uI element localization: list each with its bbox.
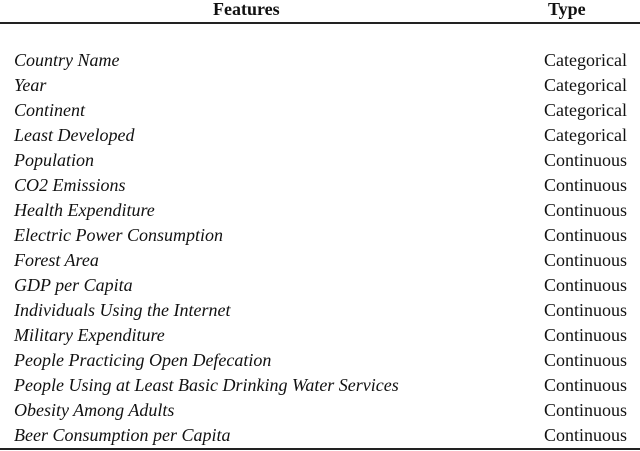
column-header-type: Type [548, 0, 586, 19]
column-header-features: Features [213, 0, 280, 19]
table-header-row [0, 0, 640, 22]
type-cell: Continuous [543, 250, 627, 270]
type-cell: Continuous [543, 325, 627, 345]
feature-cell: GDP per Capita [14, 275, 133, 295]
feature-cell: Electric Power Consumption [14, 225, 223, 245]
feature-cell: Country Name [14, 50, 120, 70]
table-row [0, 323, 640, 348]
type-cell: Continuous [543, 300, 627, 320]
type-cell: Continuous [543, 175, 627, 195]
table-row [0, 223, 640, 248]
feature-cell: Health Expenditure [14, 200, 155, 220]
table-row [0, 123, 640, 148]
table-row [0, 73, 640, 98]
table-row [0, 198, 640, 223]
feature-cell: Year [14, 75, 47, 95]
table-row [0, 98, 640, 123]
type-cell: Continuous [543, 150, 627, 170]
feature-cell: Military Expenditure [14, 325, 165, 345]
feature-cell: Beer Consumption per Capita [14, 425, 231, 445]
type-cell: Continuous [543, 350, 627, 370]
table-row [0, 423, 640, 448]
table-row [0, 373, 640, 398]
type-cell: Categorical [544, 50, 627, 70]
feature-cell: People Practicing Open Defecation [14, 350, 272, 370]
type-cell: Continuous [543, 200, 627, 220]
type-cell: Continuous [543, 400, 627, 420]
table-row [0, 48, 640, 73]
table-row [0, 148, 640, 173]
type-cell: Continuous [543, 225, 627, 245]
feature-cell: Continent [14, 100, 85, 120]
table-row [0, 173, 640, 198]
feature-cell: People Using at Least Basic Drinking Water Services [14, 375, 399, 395]
top-rule [0, 22, 640, 24]
feature-cell: Obesity Among Adults [14, 400, 175, 420]
bottom-rule [0, 448, 640, 450]
feature-cell: CO2 Emissions [14, 175, 126, 195]
type-cell: Continuous [543, 275, 627, 295]
feature-cell: Forest Area [14, 250, 99, 270]
type-cell: Continuous [543, 375, 627, 395]
feature-cell: Individuals Using the Internet [14, 300, 231, 320]
type-cell: Categorical [544, 100, 627, 120]
table-row [0, 298, 640, 323]
type-cell: Categorical [544, 125, 627, 145]
type-cell: Continuous [543, 425, 627, 445]
table-row [0, 248, 640, 273]
table-body [0, 48, 640, 448]
table-row [0, 273, 640, 298]
feature-cell: Least Developed [14, 125, 135, 145]
type-cell: Categorical [544, 75, 627, 95]
table-row [0, 348, 640, 373]
feature-cell: Population [14, 150, 94, 170]
table-row [0, 398, 640, 423]
